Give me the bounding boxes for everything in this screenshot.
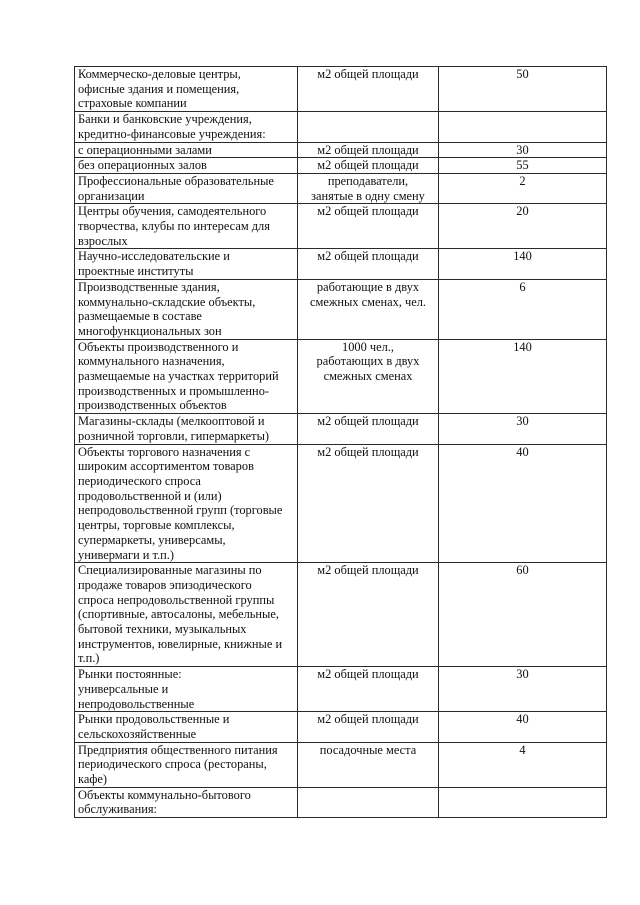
table-row bbox=[75, 563, 607, 667]
object-type-text-line: творчества, клубы по интересам для bbox=[78, 219, 270, 234]
unit-cell bbox=[298, 112, 439, 142]
object-type-cell bbox=[75, 414, 298, 444]
unit-text-line: 1000 чел., bbox=[342, 339, 394, 354]
table-row bbox=[75, 444, 607, 563]
object-type-text bbox=[78, 143, 294, 158]
object-type-text bbox=[78, 712, 294, 741]
object-type-text-line: (спортивные, автосалоны, мебельные, bbox=[78, 607, 279, 622]
value-cell: 30 bbox=[439, 414, 607, 444]
table-row bbox=[75, 67, 607, 112]
object-type-text-line: Специализированные магазины по bbox=[78, 563, 262, 578]
unit-text bbox=[301, 712, 435, 727]
table-body bbox=[75, 67, 607, 818]
unit-text-line: м2 общей площади bbox=[317, 249, 419, 264]
object-type-text-line: непродовольственной групп (торговые bbox=[78, 503, 283, 518]
table-row bbox=[75, 204, 607, 249]
table-row bbox=[75, 787, 607, 817]
value-cell: 40 bbox=[439, 444, 607, 563]
unit-text bbox=[301, 340, 435, 384]
unit-cell bbox=[298, 444, 439, 563]
object-type-text-line: проектные институты bbox=[78, 264, 194, 279]
unit-text-line: м2 общей площади bbox=[317, 204, 419, 219]
table-row bbox=[75, 712, 607, 742]
unit-cell bbox=[298, 712, 439, 742]
object-type-text-line: инструментов, ювелирные, книжные и bbox=[78, 636, 283, 651]
object-type-text-line: без операционных залов bbox=[78, 158, 207, 173]
object-type-text-line: размещаемые в составе bbox=[78, 309, 202, 324]
value-cell: 140 bbox=[439, 249, 607, 279]
table-row bbox=[75, 249, 607, 279]
object-type-text-line: офисные здания и помещения, bbox=[78, 81, 240, 96]
object-type-cell bbox=[75, 339, 298, 414]
object-type-text-line: Производственные здания, bbox=[78, 279, 220, 294]
object-type-cell bbox=[75, 173, 298, 203]
object-type-cell bbox=[75, 667, 298, 712]
object-type-text-line: Рынки продовольственные и bbox=[78, 712, 230, 727]
unit-text-line: смежных сменах bbox=[323, 369, 413, 384]
object-type-text-line: коммунально-складские объекты, bbox=[78, 294, 256, 309]
object-type-text bbox=[78, 174, 294, 203]
object-type-text-line: периодического спроса (рестораны, bbox=[78, 757, 267, 772]
unit-cell bbox=[298, 142, 439, 158]
object-type-text-line: продовольственной и (или) bbox=[78, 488, 222, 503]
object-type-text-line: обслуживания: bbox=[78, 802, 157, 817]
unit-text bbox=[301, 158, 435, 173]
object-type-cell bbox=[75, 563, 298, 667]
value-cell: 50 bbox=[439, 67, 607, 112]
object-type-cell bbox=[75, 67, 298, 112]
object-type-text-line: универмаги и т.п.) bbox=[78, 547, 174, 562]
unit-cell bbox=[298, 204, 439, 249]
object-type-text-line: Рынки постоянные: bbox=[78, 667, 182, 682]
object-type-text-line: Центры обучения, самодеятельного bbox=[78, 204, 267, 219]
unit-cell bbox=[298, 563, 439, 667]
object-type-text-line: страховые компании bbox=[78, 96, 187, 111]
unit-text bbox=[301, 445, 435, 460]
unit-text-line: работающие в двух bbox=[316, 279, 420, 294]
value-cell bbox=[439, 112, 607, 142]
unit-text bbox=[301, 280, 435, 309]
object-type-text-line: производственных объектов bbox=[78, 398, 227, 413]
table-row bbox=[75, 173, 607, 203]
unit-text bbox=[301, 204, 435, 219]
object-type-text-line: многофункциональных зон bbox=[78, 323, 222, 338]
unit-text-line: преподаватели, bbox=[327, 173, 409, 188]
object-type-cell bbox=[75, 142, 298, 158]
unit-cell bbox=[298, 787, 439, 817]
object-type-text-line: Магазины-склады (мелкооптовой и bbox=[78, 414, 265, 429]
object-type-text-line: широким ассортиментом товаров bbox=[78, 459, 254, 474]
table-row bbox=[75, 279, 607, 339]
object-type-text bbox=[78, 280, 294, 339]
object-type-cell bbox=[75, 204, 298, 249]
object-type-cell bbox=[75, 444, 298, 563]
unit-text-line: м2 общей площади bbox=[317, 414, 419, 429]
object-type-text-line: непродовольственные bbox=[78, 696, 195, 711]
unit-text bbox=[301, 67, 435, 82]
unit-text-line: м2 общей площади bbox=[317, 667, 419, 682]
object-type-cell bbox=[75, 279, 298, 339]
unit-cell bbox=[298, 339, 439, 414]
object-type-cell bbox=[75, 112, 298, 142]
object-type-text-line: взрослых bbox=[78, 233, 128, 248]
value-cell: 55 bbox=[439, 158, 607, 174]
object-type-text-line: бытовой техники, музыкальных bbox=[78, 622, 247, 637]
object-type-cell bbox=[75, 158, 298, 174]
object-type-cell bbox=[75, 742, 298, 787]
object-type-text-line: супермаркеты, универсамы, bbox=[78, 532, 226, 547]
unit-text bbox=[301, 143, 435, 158]
object-type-text bbox=[78, 112, 294, 141]
unit-text-line: посадочные места bbox=[319, 742, 417, 757]
value-cell: 4 bbox=[439, 742, 607, 787]
object-type-text-line: производственных и промышленно- bbox=[78, 383, 270, 398]
table-row bbox=[75, 158, 607, 174]
table-row bbox=[75, 142, 607, 158]
object-type-text-line: сельскохозяйственные bbox=[78, 726, 197, 741]
object-type-text-line: спроса непродовольственной группы bbox=[78, 592, 275, 607]
unit-text bbox=[301, 174, 435, 203]
unit-text bbox=[301, 743, 435, 758]
table-row bbox=[75, 667, 607, 712]
unit-text-line: м2 общей площади bbox=[317, 563, 419, 578]
value-cell: 30 bbox=[439, 667, 607, 712]
value-cell bbox=[439, 787, 607, 817]
object-type-text-line: с операционными залами bbox=[78, 142, 212, 157]
table-row bbox=[75, 742, 607, 787]
object-type-text-line: коммунального назначения, bbox=[78, 354, 225, 369]
object-type-text bbox=[78, 204, 294, 248]
object-type-text-line: Коммерческо-деловые центры, bbox=[78, 67, 241, 81]
object-type-text bbox=[78, 249, 294, 278]
unit-cell bbox=[298, 249, 439, 279]
object-type-text-line: Объекты производственного и bbox=[78, 339, 239, 354]
object-type-text-line: организации bbox=[78, 188, 145, 203]
unit-cell bbox=[298, 279, 439, 339]
object-type-text-line: Предприятия общественного питания bbox=[78, 742, 278, 757]
unit-cell bbox=[298, 67, 439, 112]
object-type-text bbox=[78, 743, 294, 787]
unit-text-line: занятые в одну смену bbox=[311, 188, 425, 203]
unit-cell bbox=[298, 414, 439, 444]
table-row bbox=[75, 339, 607, 414]
object-type-text-line: центры, торговые комплексы, bbox=[78, 518, 235, 533]
table-row bbox=[75, 414, 607, 444]
object-type-cell bbox=[75, 787, 298, 817]
object-type-text-line: розничной торговли, гипермаркеты) bbox=[78, 428, 270, 443]
unit-text-line: м2 общей площади bbox=[317, 712, 419, 727]
object-type-text bbox=[78, 414, 294, 443]
table-row bbox=[75, 112, 607, 142]
value-cell: 40 bbox=[439, 712, 607, 742]
object-type-text-line: кредитно-финансовые учреждения: bbox=[78, 126, 266, 141]
unit-text-line: м2 общей площади bbox=[317, 158, 419, 173]
object-type-text-line: Объекты торгового назначения с bbox=[78, 444, 251, 459]
object-type-text-line: Объекты коммунально-бытового bbox=[78, 787, 251, 802]
unit-cell bbox=[298, 667, 439, 712]
value-cell: 20 bbox=[439, 204, 607, 249]
object-type-text bbox=[78, 788, 294, 817]
object-type-cell bbox=[75, 249, 298, 279]
unit-text bbox=[301, 667, 435, 682]
unit-cell bbox=[298, 158, 439, 174]
object-type-text bbox=[78, 563, 294, 666]
object-type-text-line: Научно-исследовательские и bbox=[78, 249, 230, 264]
value-cell: 30 bbox=[439, 142, 607, 158]
object-type-text bbox=[78, 67, 294, 111]
parking-norms-table bbox=[74, 66, 607, 818]
value-cell: 60 bbox=[439, 563, 607, 667]
object-type-text-line: продаже товаров эпизодического bbox=[78, 577, 252, 592]
object-type-text-line: универсальные и bbox=[78, 681, 169, 696]
unit-text-line: м2 общей площади bbox=[317, 142, 419, 157]
unit-cell bbox=[298, 742, 439, 787]
object-type-text-line: Банки и банковские учреждения, bbox=[78, 112, 252, 127]
unit-text-line: м2 общей площади bbox=[317, 444, 419, 459]
object-type-text-line: размещаемые на участках территорий bbox=[78, 369, 279, 384]
value-cell: 140 bbox=[439, 339, 607, 414]
object-type-cell bbox=[75, 712, 298, 742]
object-type-text-line: периодического спроса bbox=[78, 473, 201, 488]
unit-text bbox=[301, 414, 435, 429]
object-type-text-line: Профессиональные образовательные bbox=[78, 173, 274, 188]
unit-text bbox=[301, 249, 435, 264]
unit-cell bbox=[298, 173, 439, 203]
object-type-text-line: т.п.) bbox=[78, 651, 100, 666]
object-type-text bbox=[78, 340, 294, 414]
object-type-text bbox=[78, 445, 294, 563]
unit-text-line: работающих в двух bbox=[316, 354, 420, 369]
object-type-text bbox=[78, 158, 294, 173]
unit-text-line: м2 общей площади bbox=[317, 67, 419, 81]
value-cell: 6 bbox=[439, 279, 607, 339]
value-cell: 2 bbox=[439, 173, 607, 203]
object-type-text bbox=[78, 667, 294, 711]
object-type-text-line: кафе) bbox=[78, 772, 107, 787]
unit-text-line: смежных сменах, чел. bbox=[309, 294, 427, 309]
unit-text bbox=[301, 563, 435, 578]
